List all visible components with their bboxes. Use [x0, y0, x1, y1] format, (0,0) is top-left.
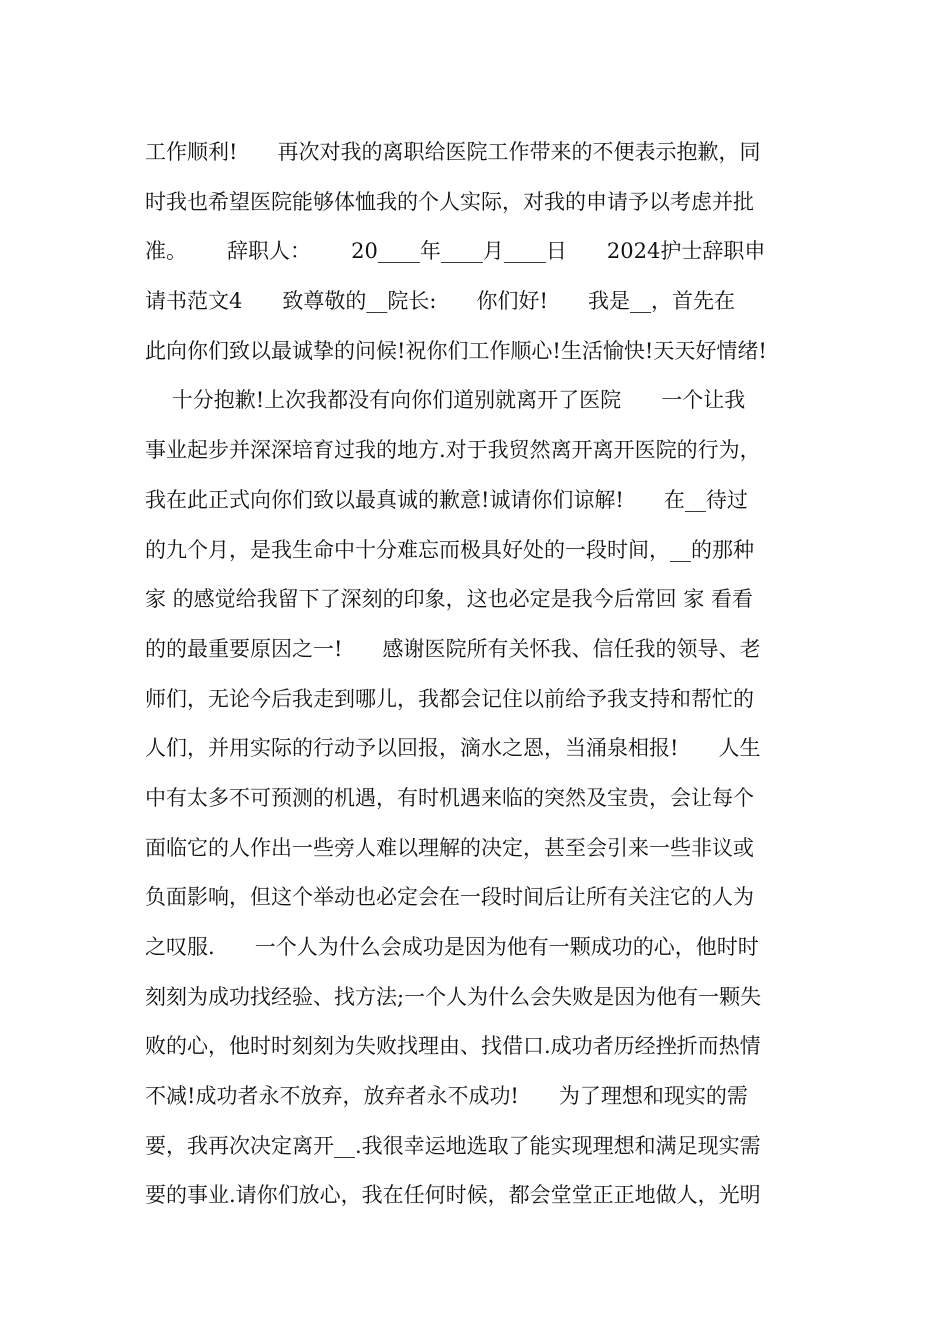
text-line: 时我也希望医院能够体恤我的个人实际，对我的申请予以考虑并批 — [145, 189, 754, 214]
text-line: 败的心，他时时刻刻为失败找理由、找借口.成功者历经挫折而热情 — [145, 1034, 761, 1059]
text-line: 事业起步并深深培育过我的地方.对于我贸然离开离开医院的行为， — [145, 438, 761, 463]
text-line: 此向你们致以最诚挚的问候!祝你们工作顺心!生活愉快!天天好情绪! — [145, 338, 767, 363]
text-line: 工作顺利! 再次对我的离职给医院工作带来的不便表示抱歉，同 — [145, 140, 761, 164]
text-line: 家 的感觉给我留下了深刻的印象，这也必定是我今后常回 家 看看 — [145, 587, 754, 612]
text-line: 的的最重要原因之一! 感谢医院所有关怀我、信任我的领导、老 — [145, 636, 761, 661]
text-line: 十分抱歉!上次我都没有向你们道别就离开了医院 一个让我 — [145, 388, 746, 413]
text-line: 的九个月，是我生命中十分难忘而极具好处的一段时间，__的那种 — [145, 537, 754, 562]
text-line: 请书范文4 致尊敬的__院长: 你们好! 我是__，首先在 — [145, 289, 736, 314]
text-line: 要的事业.请你们放心，我在任何时候，都会堂堂正正地做人，光明 — [145, 1183, 761, 1208]
text-line: 我在此正式向你们致以最真诚的歉意!诚请你们谅解! 在__待过 — [145, 487, 748, 512]
body-text — [145, 128, 810, 1221]
text-line: 准。 辞职人： 20____年____月____日 2024护士辞职申 — [145, 239, 766, 264]
text-line: 师们，无论今后我走到哪儿，我都会记住以前给予我支持和帮忙的 — [145, 686, 754, 711]
text-line: 中有太多不可预测的机遇，有时机遇来临的突然及宝贵，会让每个 — [145, 785, 754, 810]
text-line: 人们，并用实际的行动予以回报，滴水之恩，当涌泉相报! 人生 — [145, 736, 761, 761]
text-line: 负面影响，但这个举动也必定会在一段时间后让所有关注它的人为 — [145, 885, 754, 910]
text-line: 要，我再次决定离开__.我很幸运地选取了能实现理想和满足现实需 — [145, 1133, 761, 1158]
text-line: 刻刻为成功找经验、找方法;一个人为什么会失败是因为他有一颗失 — [145, 984, 762, 1009]
text-line: 面临它的人作出一些旁人难以理解的决定，甚至会引来一些非议或 — [145, 835, 754, 860]
text-line: 不减!成功者永不放弃，放弃者永不成功! 为了理想和现实的需 — [145, 1084, 748, 1109]
text-line: 之叹服. 一个人为什么会成功是因为他有一颗成功的心，他时时 — [145, 935, 759, 959]
